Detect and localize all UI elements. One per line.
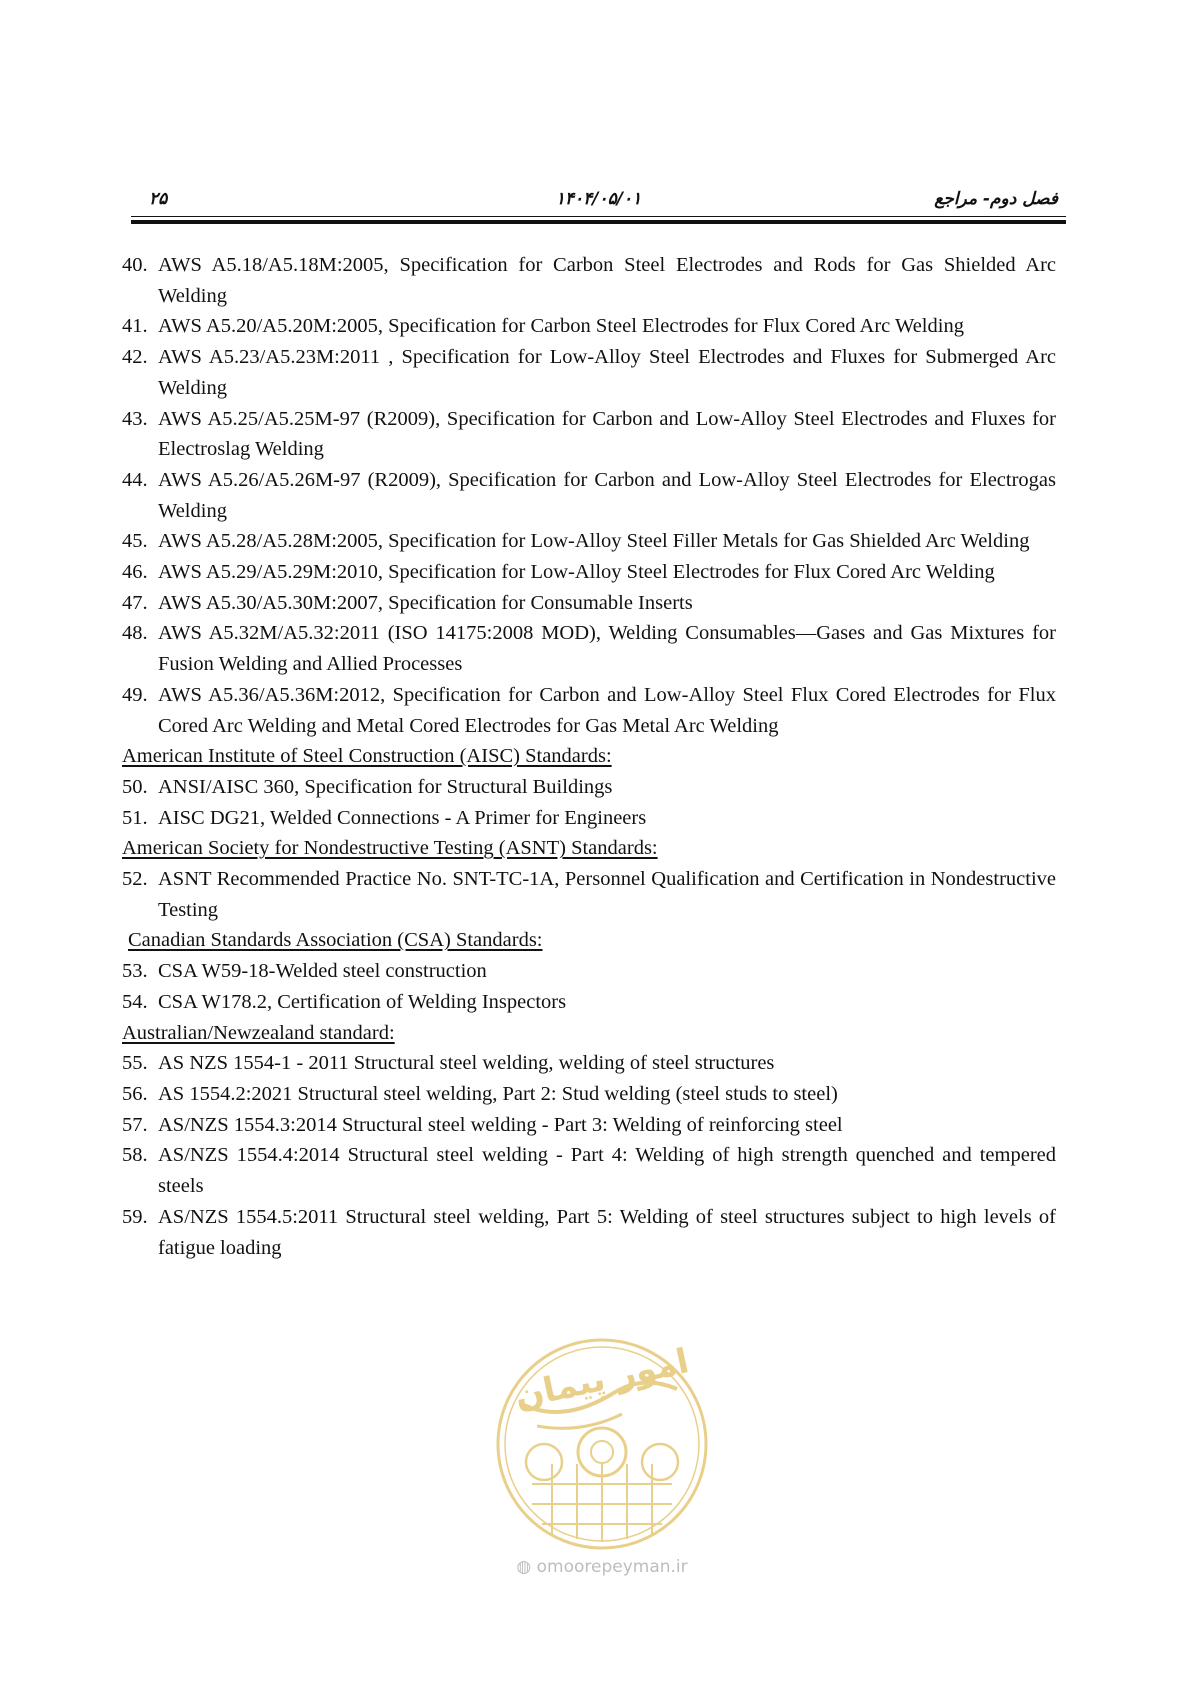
reference-number: 54. bbox=[122, 990, 148, 1013]
reference-item bbox=[122, 803, 1056, 834]
globe-icon: ◍ bbox=[516, 1557, 532, 1577]
reference-number: 58. bbox=[122, 1144, 148, 1167]
reference-item bbox=[122, 1048, 1056, 1079]
page-number: ۲۵ bbox=[149, 189, 168, 209]
reference-number: 48. bbox=[122, 622, 148, 645]
reference-number: 45. bbox=[122, 530, 148, 553]
section-heading: Australian/Newzealand standard: bbox=[122, 1021, 395, 1044]
reference-number: 44. bbox=[122, 468, 148, 491]
reference-number: 47. bbox=[122, 591, 148, 614]
reference-text: CSA W178.2, Certification of Welding Inspectors bbox=[158, 990, 567, 1013]
omoorepeyman-seal-watermark bbox=[492, 1334, 712, 1554]
reference-text: CSA W59-18-Welded steel construction bbox=[158, 960, 487, 983]
section-heading: American Institute of Steel Construction (AISC) Standards: bbox=[122, 745, 612, 768]
reference-item bbox=[122, 557, 1056, 588]
reference-text: AS NZS 1554-1 - 2011 Structural steel welding, welding of steel structures bbox=[158, 1052, 775, 1075]
reference-text: AS 1554.2:2021 Structural steel welding, Part 2: Stud welding (steel studs to steel) bbox=[158, 1082, 838, 1105]
reference-item bbox=[122, 618, 1056, 679]
reference-number: 43. bbox=[122, 407, 148, 430]
reference-text: AWS A5.36/A5.36M:2012, Specification for Carbon and Low-Alloy Steel Flux Cored Electrodes for Flux Cored Arc Welding and Metal Cored Electrodes for Gas Metal Arc Welding bbox=[158, 683, 1056, 737]
reference-item bbox=[122, 1110, 1056, 1141]
reference-item bbox=[122, 987, 1056, 1018]
reference-item bbox=[122, 342, 1056, 403]
page-header bbox=[131, 186, 1066, 216]
header-rule-thin bbox=[131, 216, 1066, 217]
reference-text: ASNT Recommended Practice No. SNT-TC-1A, Personnel Qualification and Certification in Nondestructive Testing bbox=[158, 868, 1056, 921]
reference-text: AWS A5.20/A5.20M:2005, Specification for Carbon Steel Electrodes for Flux Cored Arc Welding bbox=[158, 315, 964, 338]
section-heading: American Society for Nondestructive Testing (ASNT) Standards: bbox=[122, 837, 658, 860]
reference-text: AWS A5.29/A5.29M:2010, Specification for Low-Alloy Steel Electrodes for Flux Cored Arc Welding bbox=[158, 561, 995, 584]
reference-item bbox=[122, 864, 1056, 925]
website-watermark bbox=[492, 1557, 712, 1577]
reference-text: AS/NZS 1554.4:2014 Structural steel welding - Part 4: Welding of high strength quenched and tempered steels bbox=[158, 1144, 1056, 1198]
reference-text: AWS A5.30/A5.30M:2007, Specification for Consumable Inserts bbox=[158, 591, 693, 614]
reference-item bbox=[122, 526, 1056, 557]
reference-text: AS/NZS 1554.3:2014 Structural steel welding - Part 3: Welding of reinforcing steel bbox=[158, 1113, 843, 1136]
reference-item bbox=[122, 680, 1056, 741]
reference-text: AWS A5.28/A5.28M:2005, Specification for Low-Alloy Steel Filler Metals for Gas Shielded Arc Welding bbox=[158, 530, 1030, 553]
reference-item bbox=[122, 404, 1056, 465]
reference-item bbox=[122, 250, 1056, 311]
reference-item bbox=[122, 588, 1056, 619]
reference-number: 52. bbox=[122, 868, 148, 891]
reference-number: 53. bbox=[122, 960, 148, 983]
reference-text: AWS A5.18/A5.18M:2005, Specification for Carbon Steel Electrodes and Rods for Gas Shielded Arc Welding bbox=[158, 254, 1056, 307]
chapter-title: فصل دوم- مراجع bbox=[934, 189, 1058, 209]
website-text: omoorepeyman.ir bbox=[536, 1557, 688, 1577]
reference-number: 50. bbox=[122, 775, 148, 798]
reference-number: 46. bbox=[122, 561, 148, 584]
reference-number: 51. bbox=[122, 806, 148, 829]
reference-item bbox=[122, 956, 1056, 987]
reference-text: AWS A5.26/A5.26M-97 (R2009), Specification for Carbon and Low-Alloy Steel Electrodes for Electrogas Welding bbox=[158, 468, 1056, 522]
reference-number: 42. bbox=[122, 346, 148, 369]
reference-item bbox=[122, 1202, 1056, 1263]
reference-text: AWS A5.32M/A5.32:2011 (ISO 14175:2008 MOD), Welding Consumables—Gases and Gas Mixtures for Fusion Welding and Allied Processes bbox=[158, 622, 1056, 676]
header-rule-thick bbox=[131, 220, 1066, 224]
reference-number: 55. bbox=[122, 1052, 148, 1075]
section-heading: Canadian Standards Association (CSA) Standards: bbox=[128, 929, 543, 952]
reference-number: 49. bbox=[122, 683, 148, 706]
reference-item bbox=[122, 1140, 1056, 1201]
reference-list bbox=[122, 250, 1056, 1263]
reference-number: 59. bbox=[122, 1205, 148, 1228]
reference-number: 41. bbox=[122, 315, 148, 338]
reference-text: AS/NZS 1554.5:2011 Structural steel welding, Part 5: Welding of steel structures subject to high levels of fatigue loading bbox=[158, 1205, 1056, 1259]
reference-item bbox=[122, 1079, 1056, 1110]
reference-number: 40. bbox=[122, 254, 148, 276]
reference-text: AISC DG21, Welded Connections - A Primer for Engineers bbox=[158, 806, 647, 829]
reference-number: 57. bbox=[122, 1113, 148, 1136]
reference-item bbox=[122, 772, 1056, 803]
reference-number: 56. bbox=[122, 1082, 148, 1105]
reference-text: ANSI/AISC 360, Specification for Structural Buildings bbox=[158, 775, 613, 798]
reference-text: AWS A5.23/A5.23M:2011 , Specification for Low-Alloy Steel Electrodes and Fluxes for Submerged Arc Welding bbox=[158, 346, 1056, 399]
reference-item bbox=[122, 311, 1056, 342]
seal-logo-text: امور پیمان bbox=[511, 1341, 693, 1418]
reference-item bbox=[122, 465, 1056, 526]
reference-text: AWS A5.25/A5.25M-97 (R2009), Specification for Carbon and Low-Alloy Steel Electrodes and Fluxes for Electroslag Welding bbox=[158, 407, 1056, 461]
header-date: ۱۴۰۴/۰۵/۰۱ bbox=[555, 189, 642, 209]
